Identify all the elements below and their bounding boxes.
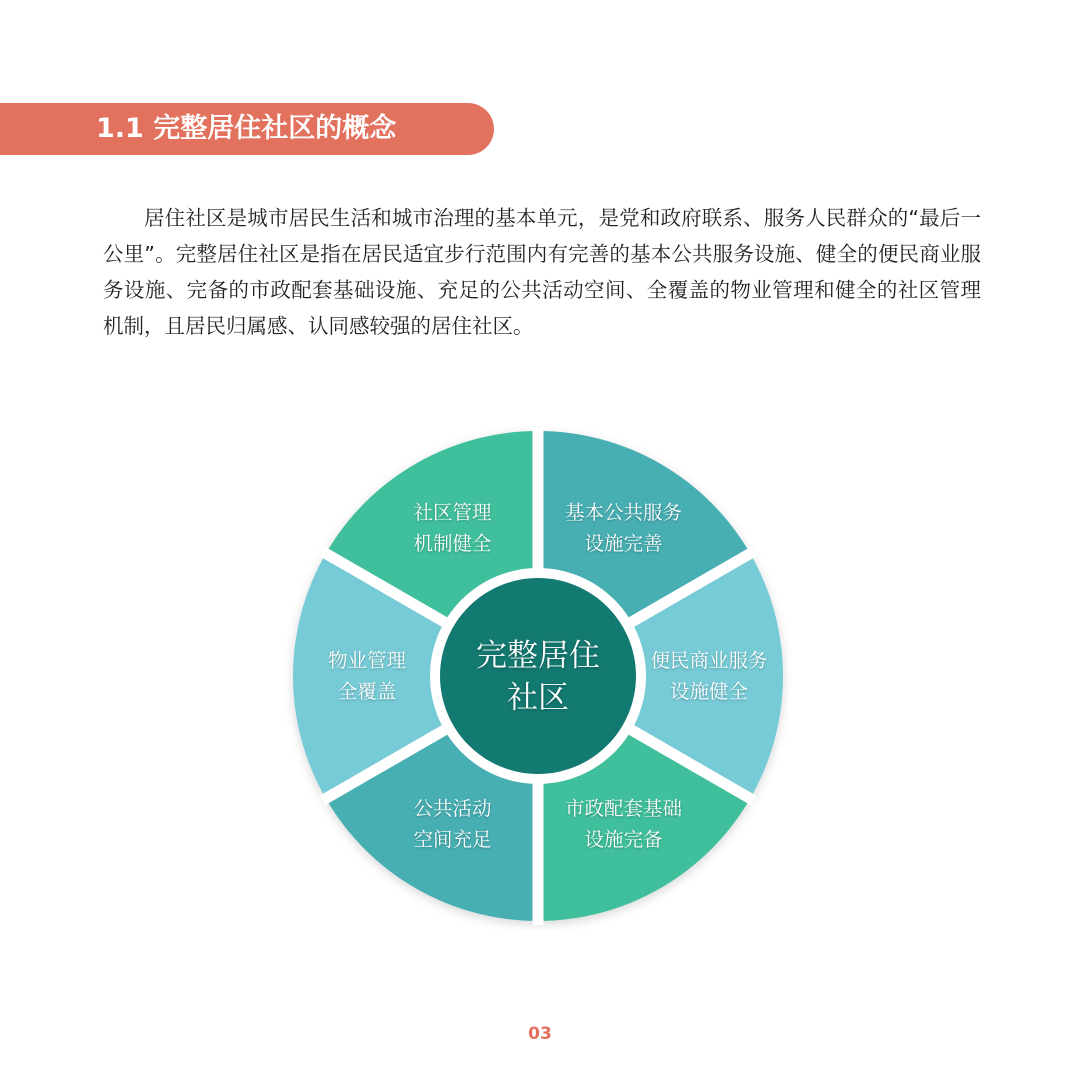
segment-label: 便民商业服务 设施健全 xyxy=(650,649,768,703)
section-header-banner xyxy=(0,103,494,155)
concept-wheel-diagram xyxy=(283,421,793,931)
intro-paragraph: 居住社区是城市居民生活和城市治理的基本单元，是党和政府联系、服务人民群众的“最后一公里”。完整居住社区是指在居民适宜步行范围内有完善的基本公共服务设施、健全的便民商业服务设施、完备的市政配套基础设施、充足的公共活动空间、全覆盖的物业管理和健全的社区管理机制，且居民归属感、认同感较强的居住社区。 xyxy=(103,206,981,338)
center-label: 完整居住 社区 xyxy=(476,638,600,716)
page-number: 03 xyxy=(528,1024,552,1044)
section-title: 1.1 完整居住社区的概念 xyxy=(96,113,397,144)
segment-label: 物业管理 全覆盖 xyxy=(327,649,406,703)
segment-label: 基本公共服务 设施完善 xyxy=(564,500,682,555)
segment-label: 公共活动 空间充足 xyxy=(413,797,492,852)
segment-label: 市政配套基础 设施完备 xyxy=(564,797,682,852)
segment-label: 社区管理 机制健全 xyxy=(413,500,492,555)
